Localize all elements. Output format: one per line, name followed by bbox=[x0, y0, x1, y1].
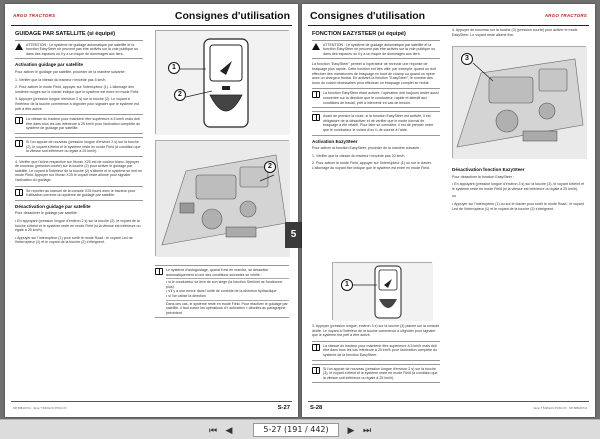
activation-intro: Pour activer la fonction EasySteer, procéder de la manière suivante : bbox=[312, 146, 422, 151]
last-page-icon[interactable]: ⏭ bbox=[362, 425, 372, 435]
deactivation-item: • En appuyant (pression longue d'environ 2 s) sur la touche (2), le voyant de la touche s'éteint et le système reste en mode Field (si la vitesse est inférieure ou égale à 25 km/h). bbox=[15, 219, 141, 233]
book-icon bbox=[312, 367, 320, 374]
attention-note: ATTENTION : Le système de guidage automatique par satellite et la fonction EasySteer ne peuvent pas être activés sur la voie publique ou dans des espaces où il y a un risque de dommages aux tiers. bbox=[15, 40, 143, 60]
activation-title: Activation guidage par satellite bbox=[15, 62, 83, 68]
figure-switch bbox=[155, 30, 289, 134]
autoguide-note: Le système d'autoguidage, quand il est en marche, se désactive automatiquement si une des conditions suivantes se vérifie : • si le conducteur se lève de son siège (la fonction Sentinel ne fonctionne plus). • s'il y a une erreur dans l'unité de contrôle de la direction hydraulique • si l'on utilise la direction Dans ces cas, le système reste en mode Field. Pour réactiver le guidage par satellite, il faut suivre les opérations d'« activation » décrites au paragraphe précédent. bbox=[155, 265, 289, 318]
press-note: Si l'on appuie de nouveau (pression longue d'environ 2 s) sur la touche (2), le voyant s'éteint et le système reste en mode Field (à condition que la vitesse soit inférieure ou égale à 25 km/h). bbox=[15, 137, 143, 157]
deactivation-title: Désactivation guidage par satellite bbox=[15, 203, 91, 209]
ref-code: 3ème T 5/48 ECO POSO-XX · RPi 888100741 bbox=[533, 407, 587, 410]
activation-intro: Pour activer le guidage par satellite, procéder de la manière suivante : bbox=[15, 69, 127, 74]
press-note: Si l'on appuie de nouveau (pression longue d'environ 3 s) sur la touche (3), le voyant s'éteint et le système reste en mode Field (à condition que la vitesse soit inférieure ou égale à 25 km/h). bbox=[312, 364, 440, 384]
section-title: GUIDAGE PAR SATELLITE (si équipé) bbox=[15, 31, 116, 37]
page-title: Consignes d'utilisation bbox=[310, 10, 426, 22]
step-1: 1. Vérifier que la vitesse du tracteur n'excède pas 20 km/h. bbox=[312, 153, 406, 158]
caution-note: La fonction EasySteer étant activée, l'opérateur doit toujours rester aussi concentré sur la direction que le conducteur, rapide et attentif aux conditions de travail, prêt à intervenir en cas de besoin. bbox=[312, 88, 440, 108]
warning-icon bbox=[15, 43, 23, 50]
book-icon bbox=[312, 114, 320, 121]
book-icon bbox=[312, 344, 320, 351]
page-left bbox=[5, 4, 298, 417]
deactivation-item: • Appuyer sur l'interrupteur (1) pour sortir le mode Road : le voyant Led de l'interrupteur (1) et le voyant de la touche (2) s'éteignent. bbox=[15, 235, 133, 245]
callout-1: 1 bbox=[341, 279, 353, 291]
page-header bbox=[302, 10, 595, 24]
chapter-tab: 5 bbox=[285, 222, 302, 248]
calibration-note: Avant de prendre la route, si la fonction EasySteer est activée, il est obligatoire de la désactiver et de vérifier que le mode normal de braquage a été rétabli. Pour faire se connaître, il est de premier ordre que le conducteur le volant d'un ¼ de course à l'aide. bbox=[312, 111, 440, 135]
console-illustration bbox=[156, 141, 290, 257]
speed-note: La vitesse du tracteur pour maintenir être supérieure à 5 km/h mais doit être dans tous les cas inférieure à 25 km/h pour l'activation complète du système de la fonction EasySteer. bbox=[312, 341, 440, 361]
page-number: S-27 bbox=[277, 405, 290, 411]
callout-3: 3 bbox=[461, 53, 473, 65]
book-icon bbox=[15, 189, 23, 196]
deactivation-item: • En appuyant (pression longue d'environ 3 s) sur la touche (3), le voyant s'éteint et le système reste en mode Field (si la vitesse est inférieure ou égale à 25 km/h). bbox=[452, 182, 585, 191]
step-3: 3. Appuyer (pression longue, environ 3 s) sur la touche (3) placée sur la console droite. Le voyant à l'intérieur de la touche commence à clignoter pour signaler que le système est prêt à être activé. bbox=[312, 324, 440, 338]
deactivation-item: • Appuyer sur l'interrupteur (1) ou sur le clavier pour sortir le mode Road : le voyant Led de l'interrupteur (1) et le voyant de la touche (3) s'éteignent. bbox=[452, 201, 584, 211]
step-3: 3. Appuyer (pression longue d'environ 2 s) sur la touche (2). Le voyant à l'intérieur de la touche commence à clignoter pour signaler que le système est prêt à être activé. bbox=[15, 97, 139, 111]
right-column bbox=[155, 262, 289, 321]
step-4: 4. Appuyer de nouveau sur la touche (3) (pression courte) pour activer le mode EasySteer. Le voyant reste allumé fixe. bbox=[452, 28, 578, 37]
step-1: 1. Vérifier que la vitesse du tracteur n'excède pas 5 km/h. bbox=[15, 77, 107, 82]
book-icon bbox=[15, 140, 23, 147]
ref-code: RPi 888100741 · 3ème T 5/48 ECO POSO-XX bbox=[13, 407, 67, 410]
navigation-toolbar bbox=[0, 419, 600, 439]
left-column bbox=[15, 32, 143, 248]
book-icon bbox=[15, 117, 23, 124]
step-2: 2. Pour activer le mode Field, appuyer sur l'interrupteur (1). L'allumage des lumières rouges sur le clavier indique que le système est entré en mode Field. bbox=[15, 85, 140, 94]
page-footer bbox=[302, 403, 595, 411]
brand-logo: ARGO TRACTORS bbox=[13, 13, 56, 18]
deactivation-intro: Pour désactiver la fonction EasySteer : bbox=[452, 174, 514, 179]
switch-illustration bbox=[333, 263, 433, 321]
left-column bbox=[312, 32, 440, 173]
left-column-bottom bbox=[312, 324, 440, 386]
callout-2: 2 bbox=[174, 89, 186, 101]
deactivation-title: Désactivation fonction EazySteer bbox=[452, 167, 525, 172]
x25-note: Se reporter au manuel de la console X25 fourni avec le tracteur pour l'utilisation correcte du système de guidage par satellite. bbox=[15, 186, 143, 201]
page-title: Consignes d'utilisation bbox=[174, 10, 290, 22]
figure-switch bbox=[332, 262, 432, 320]
deactivation-intro: Pour désactiver le guidage par satellite : bbox=[15, 211, 79, 216]
figure-console bbox=[155, 140, 289, 256]
book-icon bbox=[155, 268, 163, 275]
page-footer bbox=[5, 403, 298, 411]
page-right bbox=[302, 4, 595, 417]
right-column-top bbox=[452, 28, 586, 40]
brand-logo: ARGO TRACTORS bbox=[544, 13, 587, 18]
page-header bbox=[5, 10, 298, 24]
figure-console bbox=[452, 46, 586, 158]
step-4: 4. Vérifier que l'icône respective sur l'écran X25 est de couleur blanc. Appuyer de nouveau (pression courte) sur la touche (2) pour activer le guidage par satellite. Le voyant à l'intérieur de la touche (2) s'allume et le système se met en mode Field. Appuyer sur l'écran X25 le voyant reste allumé pour signaler l'activation du guidage. bbox=[15, 159, 143, 183]
callout-1: 1 bbox=[168, 62, 180, 74]
activation-title: Activation EazySteer bbox=[312, 138, 358, 144]
console-illustration bbox=[453, 47, 587, 159]
next-page-icon[interactable]: ▶ bbox=[347, 425, 355, 435]
speed-note: La vitesse du tracteur pour maintenir être supérieure à 5 km/h mais doit être dans tous les cas inférieure à 25 km/h pour l'activation complète du système de guidage par satellite. bbox=[15, 114, 143, 134]
header-rule bbox=[11, 25, 292, 26]
section-title: FONCTION EAZYSTEER (si équipé) bbox=[312, 31, 406, 37]
book-icon bbox=[312, 91, 320, 98]
ou-label: ou bbox=[452, 194, 456, 199]
intro-paragraph: La fonction "EasySteer" permet à l'opérateur de recevoir une réponse de braquage plus rapide. Cette fonction est très utile, par exemple, quand on doit effectuer des manœuvres de braquage en bout de champ ou quand on opère avec un chargeur frontal. En activant la fonction "EasySteer", le nombre des tours du volant nécessaires pour effectuer un braquage complet se réduit. bbox=[312, 62, 436, 85]
previous-page-icon[interactable]: ◀ bbox=[225, 425, 233, 435]
right-column-bottom bbox=[452, 164, 586, 214]
switch-illustration bbox=[156, 31, 290, 135]
attention-note: ATTENTION : Le système de guidage automatique par satellite et la fonction EasySteer ne peuvent pas être activés sur la voie publique ou dans des espaces où il y a un risque de dommages aux tiers. bbox=[312, 40, 440, 60]
callout-2: 2 bbox=[264, 161, 276, 173]
warning-icon bbox=[312, 43, 320, 50]
page-number-field[interactable]: 5-27 (191 / 442) bbox=[253, 423, 339, 437]
header-rule bbox=[308, 25, 589, 26]
step-2: 2. Pour activer le mode Field, appuyer sur l'interrupteur (1) ou sur le clavier. L'allumage du voyant fixe indique que le système est entré en mode Field. bbox=[312, 161, 432, 170]
first-page-icon[interactable]: ⏮ bbox=[208, 425, 218, 435]
page-number: S-28 bbox=[310, 405, 323, 411]
